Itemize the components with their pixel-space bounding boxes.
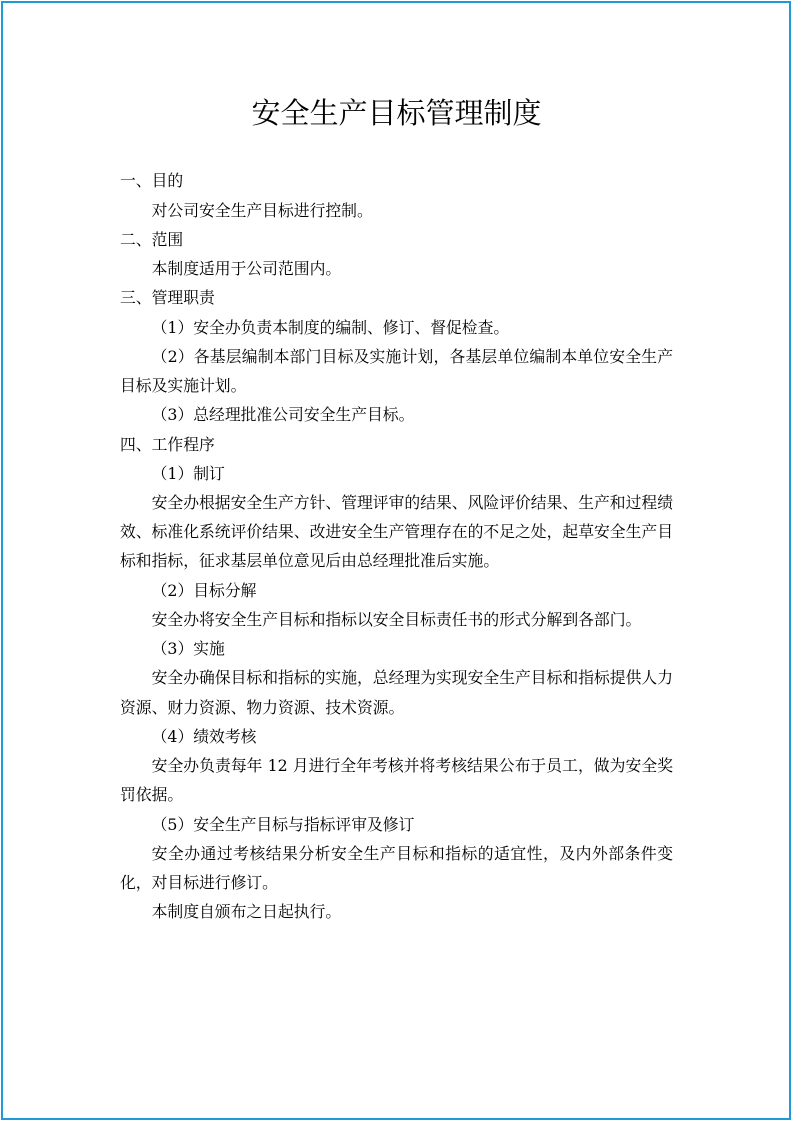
subheading [120,576,673,605]
paragraph-line: 安全办负责每年 12 月进行全年考核并将考核结果公布于员工，做为安全奖 [151,756,673,776]
paragraph-line: 安全办根据安全生产方针、管理评审的结果、风险评价结果、生产和过程绩 [151,492,673,512]
paragraph-line: 安全办将安全生产目标和指标以安全目标责任书的形式分解到各部门。 [151,609,642,629]
subheading [120,459,673,488]
closing-paragraph [120,897,673,926]
paragraph-line: 本制度自颁布之日起执行。 [151,902,342,922]
paragraph-line: （1）安全办负责本制度的编制、修订、督促检查。 [151,317,510,337]
paragraph-line: 安全办确保目标和指标的实施，总经理为实现安全生产目标和指标提供人力 [151,668,673,688]
paragraph-line: 对公司安全生产目标进行控制。 [151,200,373,220]
paragraph-line: 标和指标，征求基层单位意见后由总经理批准后实施。 [120,551,500,571]
section-purpose [120,166,673,224]
paragraph-line: 化，对目标进行修订。 [120,873,278,893]
document-title: 安全生产目标管理制度 [251,96,542,130]
paragraph-line: 资源、财力资源、物力资源、技术资源。 [120,697,405,717]
paragraph-line: （3）总经理批准公司安全生产目标。 [151,405,415,425]
paragraph-line: 罚依据。 [120,785,184,805]
subheading-line: （3）实施 [151,639,225,659]
paragraph [120,488,673,576]
document-body [120,166,673,926]
paragraph [120,254,673,283]
paragraph [120,196,673,225]
section-procedure [120,430,673,927]
subheading-line: （2）目标分解 [151,580,257,600]
subheading-line: （5）安全生产目标与指标评审及修订 [151,814,415,834]
paragraph [120,663,673,721]
paragraph [120,839,673,897]
list-item [120,400,673,429]
list-item [120,313,673,342]
paragraph-line: 安全办通过考核结果分析安全生产目标和指标的适宜性，及内外部条件变 [151,843,673,863]
paragraph-line: 效、标准化系统评价结果、改进安全生产管理存在的不足之处，起草安全生产目 [120,522,673,542]
section-scope [120,225,673,283]
paragraph-line: 目标及实施计划。 [120,376,247,396]
subheading-line: （1）制订 [151,463,225,483]
paragraph [120,605,673,634]
subheading-line: （4）绩效考核 [151,726,257,746]
subheading [120,722,673,751]
list-item [120,342,673,400]
subheading [120,810,673,839]
paragraph [120,751,673,809]
subheading [120,634,673,663]
paragraph-line: 本制度适用于公司范围内。 [151,259,342,279]
section-heading: 三、管理职责 [120,288,215,308]
section-heading: 四、工作程序 [120,434,215,454]
section-heading: 一、目的 [120,171,184,191]
section-responsibilities [120,283,673,429]
paragraph-line: （2）各基层编制本部门目标及实施计划，各基层单位编制本单位安全生产 [151,346,673,366]
section-heading: 二、范围 [120,229,184,249]
